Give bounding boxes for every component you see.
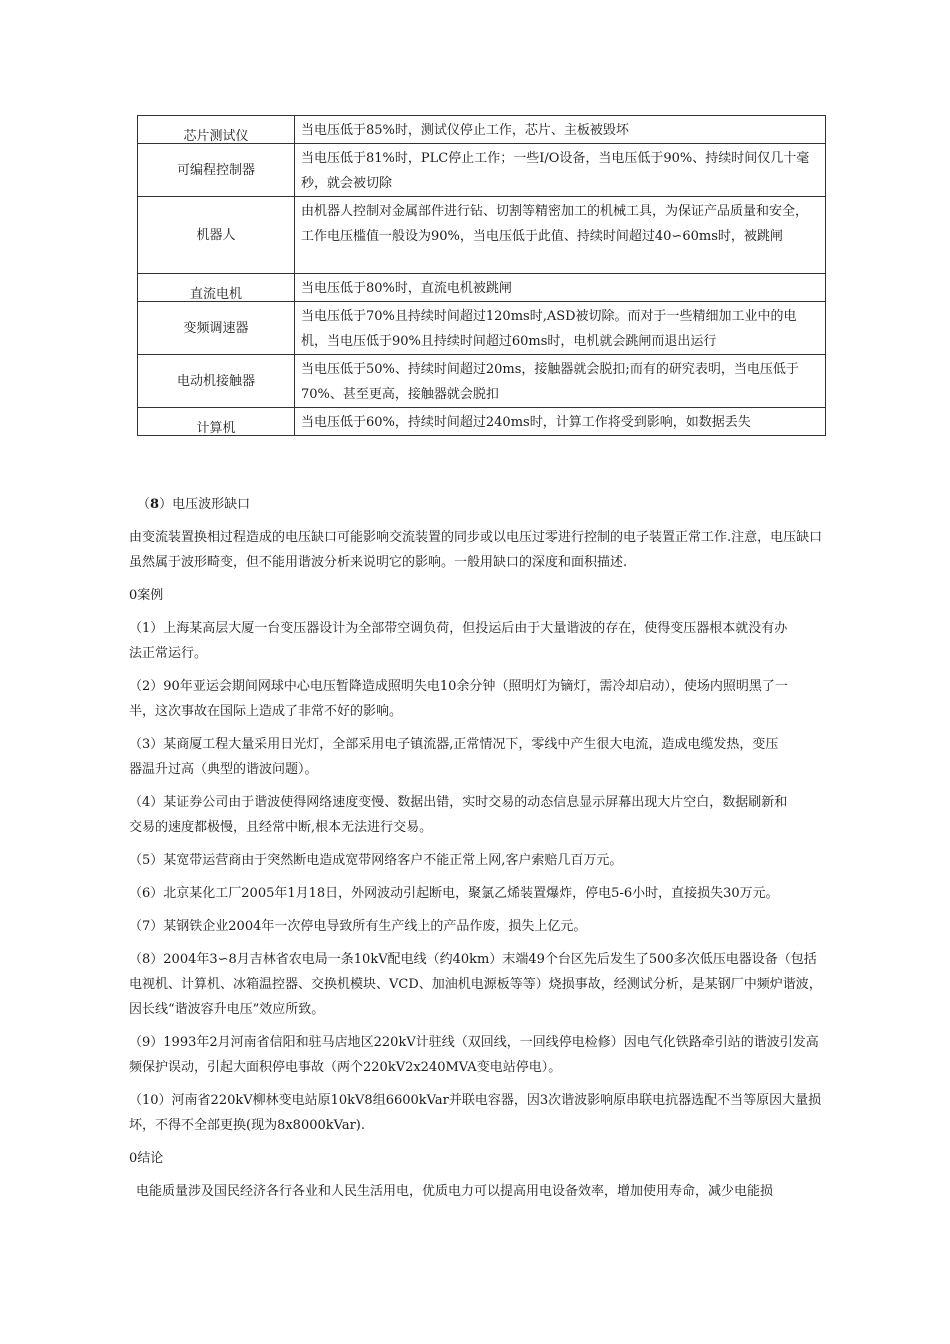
conclusion-paragraph: 电能质量涉及国民经济各行各业和人民生活用电，优质电力可以提高用电设备效率，增加使用寿命，减少电能损: [136, 1184, 774, 1199]
description-cell: 当电压低于70%且持续时间超过120ms时,ASD被切除。而对于一些精细加工业中的电机，当电压低于90%且持续时间超过60ms时，电机就会跳闸而退出运行: [295, 302, 826, 355]
table-row: [138, 197, 826, 274]
device-cell: 计算机: [138, 408, 295, 436]
device-cell: 直流电机: [138, 274, 295, 302]
cases-heading: 0案例: [129, 588, 164, 603]
description-cell: 当电压低于85%时，测试仪停止工作，芯片、主板被毁坏: [295, 116, 826, 144]
section-number-open: （: [137, 497, 151, 512]
table-row: [138, 355, 826, 408]
document-body: [129, 492, 829, 1212]
section-8-paragraph: 由变流装置换相过程造成的电压缺口可能影响交流装置的同步或以电压过零进行控制的电子装置正常工作.注意，电压缺口虽然属于波形畸变，但不能用谐波分析来说明它的影响。一般用缺口的深度和面积描述.: [129, 530, 823, 570]
case-item: （6）北京某化工厂2005年1月18日，外网波动引起断电，聚氯乙烯装置爆炸，停电5-6小时，直接损失30万元。: [129, 886, 779, 901]
case-item: （10）河南省220kV柳林变电站原10kV8组6600kVar并联电容器，因3次谐波影响原串联电抗器选配不当等原因大量损坏，不得不全部更换(现为8x8000kVar).: [129, 1093, 822, 1133]
table-row: [138, 274, 826, 302]
section-8-heading: [129, 492, 829, 517]
conclusion-heading: 0结论: [129, 1151, 164, 1166]
case-item: （5）某宽带运营商由于突然断电造成宽带网络客户不能正常上网,客户索赔几百万元。: [129, 853, 623, 868]
section-number: 8: [150, 497, 160, 512]
description-cell: 当电压低于80%时，直流电机被跳闸: [295, 274, 826, 302]
description-cell: 当电压低于81%时，PLC停止工作；一些I/O设备，当电压低于90%、持续时间仅几十毫秒，就会被切除: [295, 144, 826, 197]
voltage-sag-sensitivity-table: [137, 115, 826, 436]
device-cell: 芯片测试仪: [138, 116, 295, 144]
case-item: （2）90年亚运会期间网球中心电压暂降造成照明失电10余分钟（照明灯为镝灯，需冷却启动），使场内照明黑了一半，这次事故在国际上造成了非常不好的影响。: [129, 679, 788, 719]
description-cell: 当电压低于50%、持续时间超过20ms，接触器就会脱扣;而有的研究表明，当电压低于70%、甚至更高，接触器就会脱扣: [295, 355, 826, 408]
table-row: [138, 144, 826, 197]
device-cell: 可编程控制器: [138, 144, 295, 197]
description-cell: 当电压低于60%，持续时间超过240ms时，计算工作将受到影响，如数据丢失: [295, 408, 826, 436]
device-cell: 电动机接触器: [138, 355, 295, 408]
case-item: （3）某商厦工程大量采用日光灯，全部采用电子镇流器,正常情况下，零线中产生很大电流，造成电缆发热，变压器温升过高（典型的谐波问题）。: [129, 737, 779, 777]
device-cell: 机器人: [138, 197, 295, 274]
device-cell: 变频调速器: [138, 302, 295, 355]
table-row: [138, 116, 826, 144]
case-item: （7）某钢铁企业2004年一次停电导致所有生产线上的产品作废，损失上亿元。: [129, 919, 587, 934]
case-item: （1）上海某高层大厦一台变压器设计为全部带空调负荷，但投运后由于大量谐波的存在，使得变压器根本就没有办法正常运行。: [129, 621, 788, 661]
case-item: （9）1993年2月河南省信阳和驻马店地区220kV计驻线（双回线，一回线停电检修）因电气化铁路牵引站的谐波引发高频保护误动，引起大面积停电事故（两个220kV2x240MVA变电站停电）。: [129, 1035, 819, 1075]
section-title: ）电压波形缺口: [159, 497, 251, 512]
table-row: [138, 408, 826, 436]
table-row: [138, 302, 826, 355]
case-item: （8）2004年3∽8月吉林省农电局一条10kV配电线（约40km）末端49个台区先后发生了500多次低压电器设备（包括电视机、计算机、冰箱温控器、交换机模块、VCD、加油机电源板等等）烧损事故，经测试分析，是某钢厂中频炉谐波，因长线“谐波容升电压”效应所致。: [129, 952, 822, 1017]
description-cell: 由机器人控制对金属部件进行钻、切割等精密加工的机械工具，为保证产品质量和安全，工作电压槛值一般设为90%，当电压低于此值、持续时间超过40∽60ms时，被跳闸: [295, 197, 826, 274]
case-item: （4）某证券公司由于谐波使得网络速度变慢、数据出错，实时交易的动态信息显示屏幕出现大片空白，数据刷新和交易的速度都极慢，且经常中断,根本无法进行交易。: [129, 795, 788, 835]
